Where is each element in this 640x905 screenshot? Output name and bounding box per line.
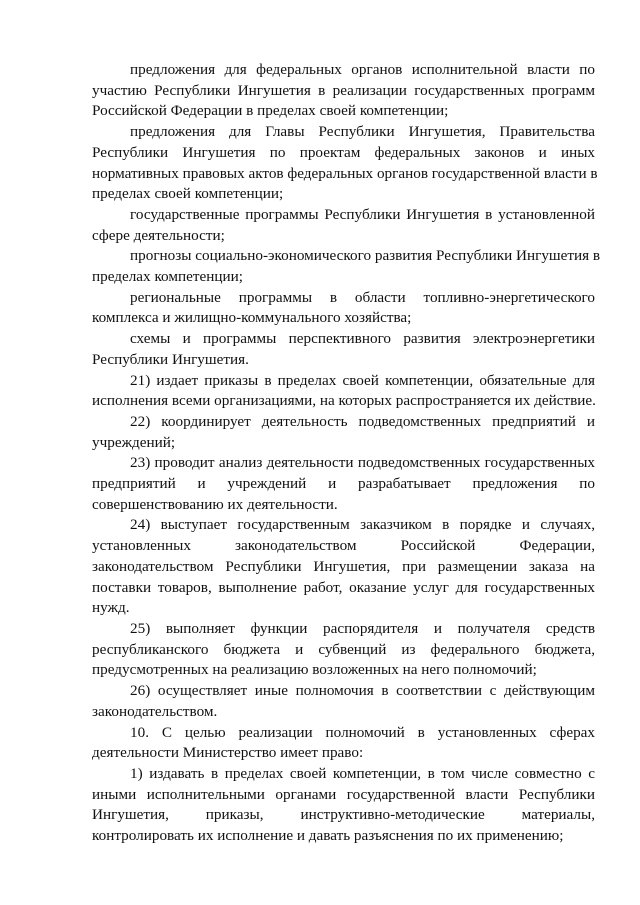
- text-line: 21) издает приказы в пределах своей компетенции, обязательные для: [130, 371, 595, 389]
- document-page: [92, 60, 601, 847]
- text-line: 1) издавать в пределах своей компетенции, в том числе совместно с: [130, 764, 595, 782]
- text-line: установленных законодательством Российской Федерации,: [92, 537, 595, 555]
- text-line: участию Республики Ингушетия в реализации государственных программ: [92, 81, 595, 99]
- text-line: контролировать их исполнение и давать разъяснения по их применению;: [92, 827, 564, 845]
- text-line: Республики Ингушетия.: [92, 350, 249, 368]
- paragraph: [92, 288, 595, 329]
- text-line: предусмотренных на реализацию возложенных на него полномочий;: [92, 661, 537, 679]
- text-line: Республики Ингушетия по проектам федеральных законов и иных: [92, 143, 595, 161]
- paragraph: [92, 453, 595, 515]
- text-line: деятельности Министерство имеет право:: [92, 744, 364, 762]
- text-line: нормативных правовых актов федеральных органов государственной власти в: [92, 164, 598, 182]
- text-line: Ингушетия, приказы, инструктивно-методические материалы,: [92, 806, 595, 824]
- text-line: пределах своей компетенции;: [92, 185, 284, 203]
- paragraph: [92, 205, 595, 246]
- text-line: законодательством Республики Ингушетия, при размещении заказа на: [92, 557, 595, 575]
- paragraph: [92, 723, 595, 764]
- text-line: сфере деятельности;: [92, 226, 225, 244]
- paragraph: [92, 60, 595, 122]
- paragraph: [92, 371, 595, 412]
- text-line: нужд.: [92, 599, 130, 617]
- text-line: законодательством.: [92, 702, 218, 720]
- paragraph: [92, 412, 595, 453]
- text-line: схемы и программы перспективного развития электроэнергетики: [130, 330, 595, 348]
- text-line: региональные программы в области топливно-энергетического: [130, 288, 595, 306]
- text-line: предприятий и учреждений и разрабатывает предложения по: [92, 475, 595, 493]
- text-line: комплекса и жилищно-коммунального хозяйства;: [92, 309, 412, 327]
- text-line: исполнения всеми организациями, на которых распространяется их действие.: [92, 392, 596, 410]
- text-line: предложения для федеральных органов исполнительной власти по: [130, 61, 595, 78]
- text-line: 25) выполняет функции распорядителя и получателя средств: [130, 619, 595, 637]
- text-line: прогнозы социально-экономического развития Республики Ингушетия в: [130, 247, 601, 265]
- paragraph: [92, 122, 598, 205]
- text-line: учреждений;: [92, 433, 176, 451]
- text-line: 23) проводит анализ деятельности подведомственных государственных: [130, 454, 595, 472]
- text-line: Российской Федерации в пределах своей компетенции;: [92, 102, 449, 120]
- text-line: 26) осуществляет иные полномочия в соответствии с действующим: [130, 682, 595, 700]
- paragraph: [92, 246, 601, 287]
- text-line: государственные программы Республики Ингушетия в установленной: [130, 205, 595, 223]
- text-line: иными исполнительными органами государственной власти Республики: [92, 785, 595, 803]
- text-line: республиканского бюджета и субвенций из федерального бюджета,: [92, 640, 595, 658]
- paragraph: [92, 329, 595, 370]
- text-line: 24) выступает государственным заказчиком в порядке и случаях,: [130, 516, 595, 534]
- text-line: пределах компетенции;: [92, 268, 243, 286]
- text-line: поставки товаров, выполнение работ, оказание услуг для государственных: [92, 578, 595, 596]
- paragraph: [92, 764, 595, 847]
- text-line: 22) координирует деятельность подведомственных предприятий и: [130, 412, 595, 430]
- paragraph: [92, 515, 595, 619]
- text-line: совершенствованию их деятельности.: [92, 495, 338, 513]
- paragraph: [92, 681, 595, 722]
- paragraph: [92, 619, 595, 681]
- text-line: предложения для Главы Республики Ингушетия, Правительства: [130, 123, 595, 141]
- text-line: 10. С целью реализации полномочий в установленных сферах: [130, 723, 595, 741]
